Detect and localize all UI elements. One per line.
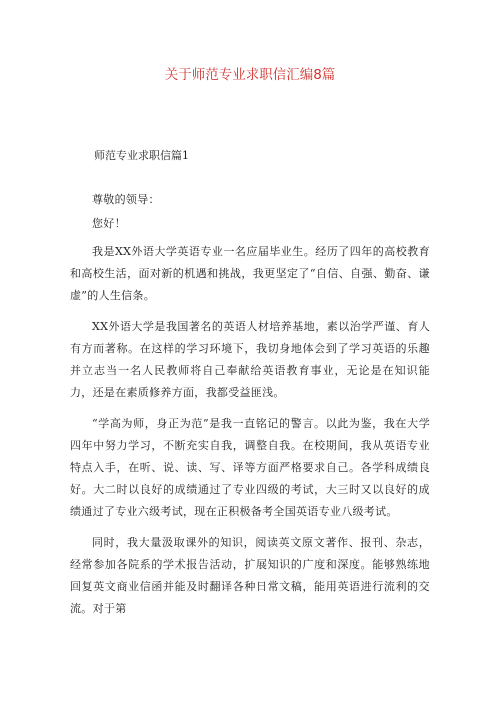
paragraph-2: XX外语大学是我国著名的英语人材培养基地，素以治学严谨、育人有方而著称。在这样的学习环境下，我切身地体会到了学习英语的乐趣并立志当一名人民教师将自己奉献给英语教育事业，无论是在知识能力，还是在素质修养方面，我都受益匪浅。	[70, 320, 430, 399]
greeting: 您好！	[92, 217, 126, 230]
paragraph-4: 同时，我大量汲取课外的知识，阅读英文原文著作、报刊、杂志，经常参加各院系的学术报告活动，扩展知识的广度和深度。能够熟练地回复英文商业信函并能及时翻译各种日常文稿，能用英语进行流利的交流。对于第	[70, 536, 430, 615]
paragraph-1: 我是XX外语大学英语专业一名应届毕业生。经历了四年的高校教育和高校生活，面对新的机遇和挑战，我更坚定了“自信、自强、勤奋、谦虚”的人生信条。	[70, 245, 430, 302]
salutation: 尊敬的领导：	[92, 193, 160, 206]
section-heading: 师范专业求职信篇1	[94, 149, 189, 162]
paragraph-3: “学高为师，身正为范”是我一直铭记的警言。以此为鉴，我在大学四年中努力学习，不断充实自我，调整自我。在校期间，我从英语专业特点入手，在听、说、读、写、译等方面严格要求自己。各学科成绩良好。大二时以良好的成绩通过了专业四级的考试，大三时又以良好的成绩通过了专业六级考试，现在正积极备考全国英语专业八级考试。	[70, 417, 430, 518]
letter-body	[70, 193, 430, 620]
document-title: 关于师范专业求职信汇编8篇	[164, 67, 336, 83]
